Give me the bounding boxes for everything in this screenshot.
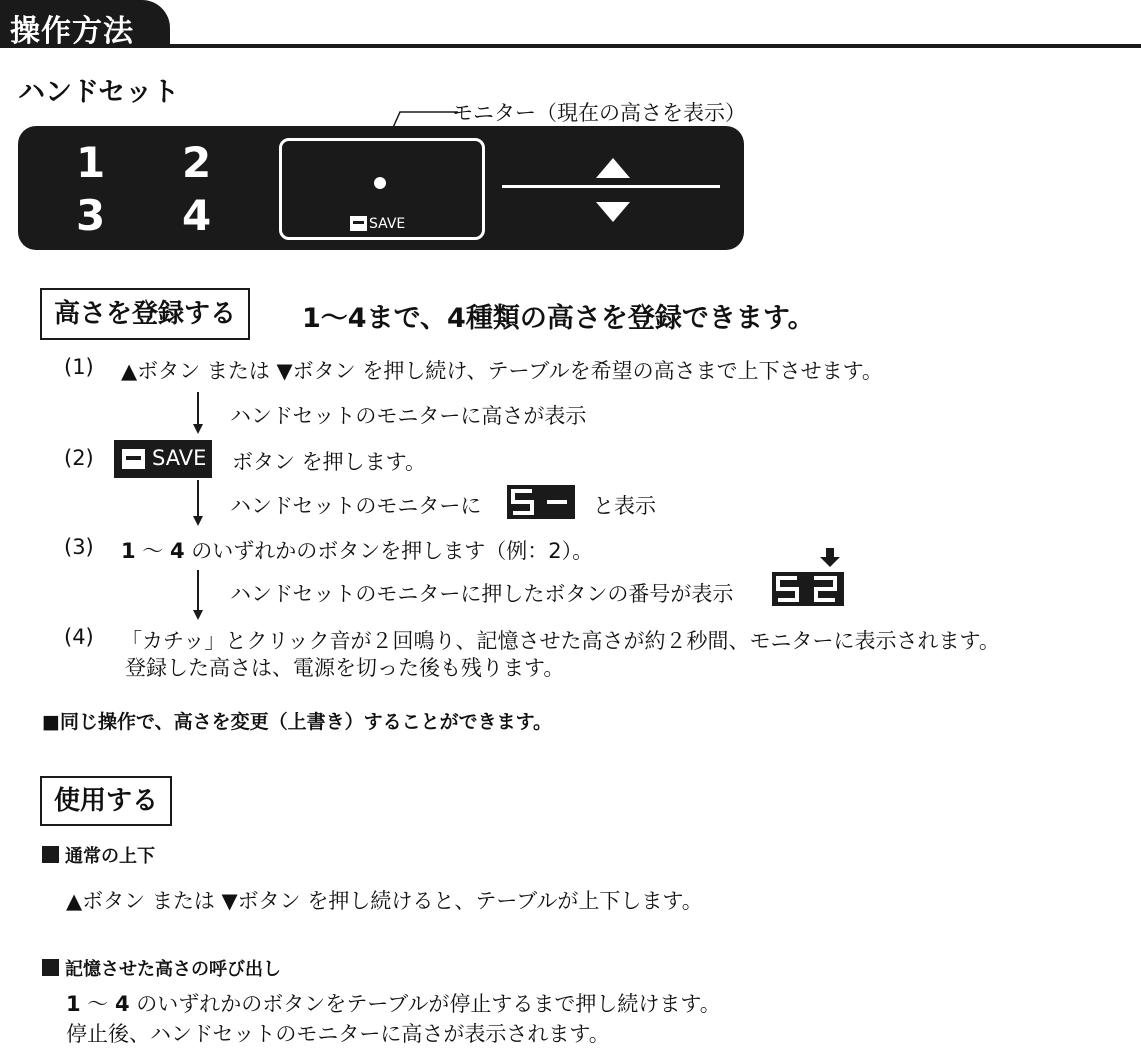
up-triangle-icon[interactable] xyxy=(596,158,630,178)
step1-number: (1) xyxy=(64,355,94,379)
save-icon xyxy=(122,449,145,469)
normal-heading-row xyxy=(42,842,155,868)
flow-line-2 xyxy=(197,480,199,516)
normal-heading: 通常の上下 xyxy=(65,846,155,867)
section-tab xyxy=(0,0,170,48)
panel-save-label: SAVE xyxy=(369,215,406,232)
recall-key-4: 4 xyxy=(114,992,130,1016)
save-button[interactable] xyxy=(114,440,212,478)
step3-key-4: 4 xyxy=(169,539,185,563)
recall-heading: 記憶させた高さの呼び出し xyxy=(65,959,281,980)
segment-display-s-2 xyxy=(772,572,844,606)
segment-display-s-dash xyxy=(507,485,575,519)
step3-text: のいずれかのボタンを押します（例：2）。 xyxy=(184,539,594,563)
step3-line xyxy=(121,535,593,565)
flow-arrow-1 xyxy=(193,424,203,434)
step4-line2: 登録した高さは、電源を切った後も残ります。 xyxy=(125,656,565,680)
note2-suffix: と表示 xyxy=(593,494,656,518)
down-arrow-icon xyxy=(820,548,840,568)
recall-line1 xyxy=(66,988,721,1018)
bullet-square-icon xyxy=(42,846,59,863)
step4-line1: 「カチッ」とクリック音が２回鳴り、記憶させた高さが約２秒間、モニターに表示されます。 xyxy=(121,629,1000,653)
register-headline: 1〜4まで、4種類の高さを登録できます。 xyxy=(302,303,815,334)
flow-arrow-2 xyxy=(193,516,203,526)
handset-button-4[interactable]: 4 xyxy=(182,191,212,240)
handset-button-3[interactable]: 3 xyxy=(76,191,106,240)
panel-divider xyxy=(502,185,720,188)
handset-button-1[interactable]: 1 xyxy=(76,138,106,187)
monitor-point xyxy=(374,177,386,189)
recall-text2: 停止後、ハンドセットのモニターに高さが表示されます。 xyxy=(66,1022,610,1046)
step2-text: ボタン を押します。 xyxy=(232,450,426,474)
overwrite-note: ■同じ操作で、高さを変更（上書き）することができます。 xyxy=(42,711,553,733)
use-box-label: 使用する xyxy=(40,776,172,826)
step1-text: ▲ボタン または ▼ボタン を押し続け、テーブルを希望の高さまで上下させます。 xyxy=(121,359,883,383)
monitor-callout: モニター（現在の高さを表示） xyxy=(452,101,746,125)
note3: ハンドセットのモニターに押したボタンの番号が表示 xyxy=(230,582,734,606)
recall-heading-row xyxy=(42,955,281,981)
handset-button-2[interactable]: 2 xyxy=(182,138,212,187)
monitor-display xyxy=(279,138,485,240)
panel-save-button[interactable] xyxy=(350,213,405,232)
note2-prefix: ハンドセットのモニターに xyxy=(230,494,482,518)
save-icon xyxy=(350,216,367,231)
handset-panel xyxy=(18,126,744,250)
note1: ハンドセットのモニターに高さが表示 xyxy=(230,404,587,428)
save-button-label: SAVE xyxy=(152,446,207,470)
register-box-label: 高さを登録する xyxy=(40,288,250,340)
recall-text1: のいずれかのボタンをテーブルが停止するまで押し続けます。 xyxy=(129,992,721,1016)
down-triangle-icon[interactable] xyxy=(596,202,630,222)
bullet-square-icon xyxy=(42,959,59,976)
header-rule xyxy=(0,44,1141,48)
flow-line-1 xyxy=(197,392,199,424)
step2-number: (2) xyxy=(64,446,94,470)
step3-key-1: 1 xyxy=(121,539,136,563)
recall-key-1: 1 xyxy=(66,992,81,1016)
flow-arrow-3 xyxy=(193,610,203,620)
section-title: 操作方法 xyxy=(10,14,134,49)
normal-text: ▲ボタン または ▼ボタン を押し続けると、テーブルが上下します。 xyxy=(66,889,703,913)
step4-number: (4) xyxy=(64,625,94,649)
recall-separator: 〜 xyxy=(80,992,115,1016)
handset-heading: ハンドセット xyxy=(18,77,180,108)
step3-number: (3) xyxy=(64,535,94,559)
step3-separator: 〜 xyxy=(135,539,170,563)
flow-line-3 xyxy=(197,570,199,610)
